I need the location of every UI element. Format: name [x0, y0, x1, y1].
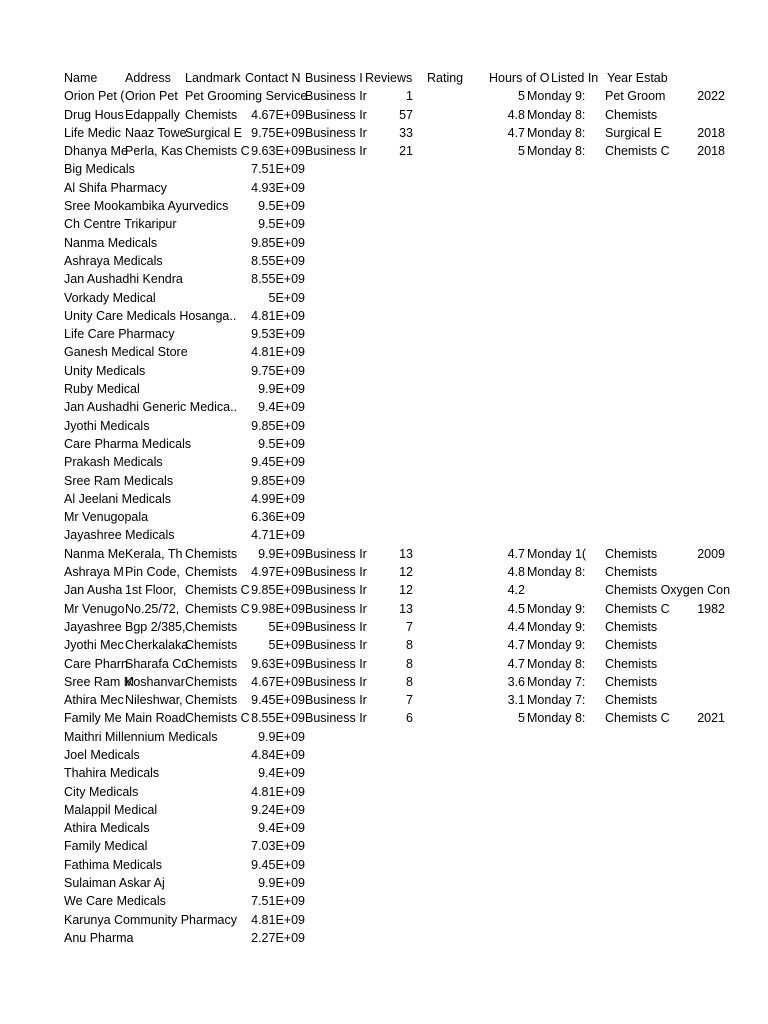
- landmark-cell[interactable]: Chemists C: [185, 601, 250, 616]
- listed-cell[interactable]: Chemists: [605, 656, 658, 671]
- reviews-cell[interactable]: 13: [399, 546, 413, 561]
- contact-cell[interactable]: 8.55E+09: [251, 711, 305, 726]
- contact-cell[interactable]: 7.03E+09: [251, 839, 305, 854]
- name-cell[interactable]: Mr Venugo: [64, 601, 125, 616]
- name-cell[interactable]: Prakash Medicals: [64, 455, 163, 470]
- name-cell[interactable]: Malappil Medical: [64, 802, 158, 817]
- contact-cell[interactable]: 9.63E+09: [251, 144, 305, 159]
- header-cell-reviews[interactable]: Reviews: [365, 71, 413, 85]
- contact-cell[interactable]: 5E+09: [268, 638, 305, 653]
- reviews-cell[interactable]: 7: [406, 693, 413, 708]
- hours-cell[interactable]: Monday 9:: [527, 638, 586, 653]
- year-cell[interactable]: [667, 106, 725, 124]
- reviews-cell[interactable]: 21: [399, 144, 413, 159]
- contact-cell[interactable]: 4.81E+09: [251, 308, 305, 323]
- address-cell[interactable]: Sharafa Co: [125, 656, 189, 671]
- year-cell[interactable]: [667, 563, 725, 581]
- reviews-cell[interactable]: 7: [406, 619, 413, 634]
- business-cell[interactable]: Business Ir: [305, 619, 367, 634]
- listed-cell[interactable]: Chemists C: [605, 144, 670, 159]
- business-cell[interactable]: Business Ir: [305, 565, 367, 580]
- contact-cell[interactable]: [245, 87, 305, 105]
- name-cell[interactable]: Ch Centre Trikaripur: [64, 217, 177, 232]
- name-cell[interactable]: Nanma Medicals: [64, 235, 158, 250]
- listed-cell[interactable]: Chemists: [605, 638, 658, 653]
- header-cell-listed[interactable]: Listed In: [551, 71, 599, 85]
- contact-cell[interactable]: 4.67E+09: [251, 107, 305, 122]
- contact-cell[interactable]: 9.75E+09: [251, 363, 305, 378]
- contact-cell[interactable]: 9.24E+09: [251, 802, 305, 817]
- contact-cell[interactable]: 9.9E+09: [258, 729, 305, 744]
- name-cell[interactable]: Sree Ram M: [64, 674, 135, 689]
- address-cell[interactable]: No.25/72,: [125, 601, 180, 616]
- hours-cell[interactable]: Monday 8:: [527, 107, 586, 122]
- year-cell[interactable]: 2009: [697, 546, 725, 561]
- contact-cell[interactable]: 9.63E+09: [251, 656, 305, 671]
- reviews-cell[interactable]: 8: [406, 656, 413, 671]
- reviews-cell[interactable]: 6: [406, 711, 413, 726]
- contact-cell[interactable]: 9.98E+09: [251, 601, 305, 616]
- name-cell[interactable]: Nanma Me: [64, 546, 126, 561]
- header-cell-business[interactable]: Business I: [305, 71, 363, 85]
- name-cell[interactable]: Big Medicals: [64, 162, 135, 177]
- rating-cell[interactable]: 5: [518, 144, 525, 159]
- hours-cell[interactable]: Monday 7:: [527, 693, 586, 708]
- contact-cell[interactable]: 4.97E+09: [251, 565, 305, 580]
- contact-cell[interactable]: 4.71E+09: [251, 528, 305, 543]
- header-cell-contact[interactable]: Contact N: [245, 71, 301, 85]
- business-cell[interactable]: Business Ir: [305, 144, 367, 159]
- landmark-cell[interactable]: Surgical E: [185, 125, 242, 140]
- hours-cell[interactable]: Monday 8:: [527, 144, 586, 159]
- name-cell[interactable]: Unity Care Medicals Hosanga..: [64, 308, 237, 323]
- contact-cell[interactable]: 9.5E+09: [258, 217, 305, 232]
- business-cell[interactable]: Business Ir: [305, 107, 367, 122]
- contact-cell[interactable]: 7.51E+09: [251, 162, 305, 177]
- business-cell[interactable]: Business Ir: [305, 711, 367, 726]
- landmark-cell[interactable]: Chemists: [185, 656, 238, 671]
- address-cell[interactable]: Edappally: [125, 107, 180, 122]
- contact-cell[interactable]: 2.27E+09: [251, 930, 305, 945]
- contact-cell[interactable]: 4.81E+09: [251, 345, 305, 360]
- contact-cell[interactable]: 5E+09: [268, 619, 305, 634]
- contact-cell[interactable]: 9.85E+09: [251, 473, 305, 488]
- business-cell[interactable]: Business Ir: [305, 89, 367, 104]
- address-cell[interactable]: Cherkalaka: [125, 638, 189, 653]
- rating-cell[interactable]: 3.1: [507, 693, 525, 708]
- name-cell[interactable]: Al Shifa Pharmacy: [64, 180, 167, 195]
- year-cell[interactable]: 2018: [697, 144, 725, 159]
- contact-cell[interactable]: 9.9E+09: [258, 546, 305, 561]
- rating-cell[interactable]: 4.7: [507, 638, 525, 653]
- name-cell[interactable]: Care Pharma Medicals: [64, 436, 192, 451]
- contact-cell[interactable]: 9.75E+09: [251, 125, 305, 140]
- name-cell[interactable]: Mr Venugopala: [64, 510, 149, 525]
- reviews-cell[interactable]: 8: [406, 638, 413, 653]
- reviews-cell[interactable]: 33: [399, 125, 413, 140]
- address-cell[interactable]: Koshanvar: [125, 674, 185, 689]
- year-cell[interactable]: [667, 618, 725, 636]
- hours-cell[interactable]: Monday 8:: [527, 125, 586, 140]
- listed-cell[interactable]: Chemists: [605, 565, 658, 580]
- contact-cell[interactable]: 4.99E+09: [251, 491, 305, 506]
- name-cell[interactable]: Orion Pet (: [64, 89, 125, 104]
- landmark-cell[interactable]: Chemists: [185, 107, 238, 122]
- contact-cell[interactable]: 9.4E+09: [258, 400, 305, 415]
- contact-cell[interactable]: 4.81E+09: [251, 912, 305, 927]
- name-cell[interactable]: Life Medic: [64, 125, 121, 140]
- name-cell[interactable]: Family Me: [64, 711, 122, 726]
- name-cell[interactable]: Maithri Millennium Medicals: [64, 729, 218, 744]
- rating-cell[interactable]: 4.2: [507, 583, 525, 598]
- contact-cell[interactable]: 9.85E+09: [251, 418, 305, 433]
- rating-cell[interactable]: 4.5: [507, 601, 525, 616]
- hours-cell[interactable]: Monday 8:: [527, 565, 586, 580]
- hours-cell[interactable]: Monday 1(: [527, 546, 587, 561]
- name-cell[interactable]: City Medicals: [64, 784, 139, 799]
- hours-cell[interactable]: Monday 9:: [527, 89, 586, 104]
- contact-cell[interactable]: 6.36E+09: [251, 510, 305, 525]
- year-cell[interactable]: [667, 655, 725, 673]
- address-cell[interactable]: Pin Code,: [125, 565, 180, 580]
- year-cell[interactable]: [667, 691, 725, 709]
- hours-cell[interactable]: Monday 8:: [527, 656, 586, 671]
- contact-cell[interactable]: 4.67E+09: [251, 674, 305, 689]
- reviews-cell[interactable]: 13: [399, 601, 413, 616]
- name-cell[interactable]: Fathima Medicals: [64, 857, 162, 872]
- name-cell[interactable]: Jan Aushadhi Generic Medica..: [64, 400, 238, 415]
- contact-cell[interactable]: 8.55E+09: [251, 272, 305, 287]
- address-cell[interactable]: Naaz Towe: [125, 125, 187, 140]
- rating-cell[interactable]: 4.7: [507, 656, 525, 671]
- business-cell[interactable]: Business Ir: [305, 656, 367, 671]
- address-cell[interactable]: Bgp 2/385,: [125, 619, 186, 634]
- business-cell[interactable]: Business Ir: [305, 546, 367, 561]
- contact-cell[interactable]: 9.45E+09: [251, 693, 305, 708]
- listed-cell[interactable]: Chemists: [605, 674, 658, 689]
- name-cell[interactable]: Joel Medicals: [64, 747, 140, 762]
- hours-cell[interactable]: Monday 8:: [527, 711, 586, 726]
- reviews-cell[interactable]: 12: [399, 583, 413, 598]
- business-cell[interactable]: Business Ir: [305, 674, 367, 689]
- business-cell[interactable]: Business Ir: [305, 638, 367, 653]
- name-cell[interactable]: Sree Mookambika Ayurvedics: [64, 199, 229, 214]
- address-cell[interactable]: Kerala, Th: [125, 546, 183, 561]
- name-cell[interactable]: Unity Medicals: [64, 363, 146, 378]
- hours-cell[interactable]: Monday 7:: [527, 674, 586, 689]
- rating-cell[interactable]: 4.8: [507, 107, 525, 122]
- address-cell[interactable]: Main Road: [125, 711, 186, 726]
- name-cell[interactable]: Sree Ram Medicals: [64, 473, 174, 488]
- reviews-cell[interactable]: 1: [406, 89, 413, 104]
- rating-cell[interactable]: 4.7: [507, 125, 525, 140]
- name-cell[interactable]: We Care Medicals: [64, 894, 166, 909]
- contact-cell[interactable]: 4.84E+09: [251, 747, 305, 762]
- address-cell[interactable]: Orion Pet: [125, 89, 178, 104]
- reviews-cell[interactable]: 57: [399, 107, 413, 122]
- year-cell[interactable]: 2021: [697, 711, 725, 726]
- name-cell[interactable]: Al Jeelani Medicals: [64, 491, 171, 506]
- contact-cell[interactable]: 9.9E+09: [258, 382, 305, 397]
- year-cell[interactable]: 1982: [697, 601, 725, 616]
- contact-cell[interactable]: 9.9E+09: [258, 876, 305, 891]
- name-cell[interactable]: Thahira Medicals: [64, 766, 160, 781]
- year-cell[interactable]: 2018: [697, 125, 725, 140]
- landmark-cell[interactable]: Chemists: [185, 674, 238, 689]
- landmark-cell[interactable]: Chemists C: [185, 583, 250, 598]
- contact-cell[interactable]: 4.93E+09: [251, 180, 305, 195]
- header-cell-rating[interactable]: Rating: [427, 71, 464, 85]
- name-cell[interactable]: Jayashree: [64, 619, 122, 634]
- name-cell[interactable]: Karunya Community Pharmacy: [64, 912, 237, 927]
- listed-cell[interactable]: Chemists: [605, 107, 658, 122]
- name-cell[interactable]: Drug Hous: [64, 107, 124, 122]
- landmark-cell[interactable]: Chemists C: [185, 711, 250, 726]
- business-cell[interactable]: Business Ir: [305, 125, 367, 140]
- name-cell[interactable]: Sulaiman Askar Aj: [64, 876, 165, 891]
- landmark-cell[interactable]: Chemists: [185, 565, 238, 580]
- name-cell[interactable]: Vorkady Medical: [64, 290, 156, 305]
- contact-cell[interactable]: 4.81E+09: [251, 784, 305, 799]
- reviews-cell[interactable]: 8: [406, 674, 413, 689]
- business-cell[interactable]: Business Ir: [305, 693, 367, 708]
- name-cell[interactable]: Family Medical: [64, 839, 148, 854]
- name-cell[interactable]: Jayashree Medicals: [64, 528, 175, 543]
- landmark-cell[interactable]: Chemists: [185, 619, 238, 634]
- contact-cell[interactable]: 9.5E+09: [258, 199, 305, 214]
- hours-cell[interactable]: [527, 581, 605, 599]
- rating-cell[interactable]: 4.7: [507, 546, 525, 561]
- name-cell[interactable]: Life Care Pharmacy: [64, 327, 175, 342]
- address-cell[interactable]: 1st Floor,: [125, 583, 177, 598]
- rating-cell[interactable]: 4.4: [507, 619, 525, 634]
- listed-cell[interactable]: Chemists: [605, 546, 658, 561]
- name-cell[interactable]: Athira Medicals: [64, 821, 150, 836]
- name-cell[interactable]: Jyothi Mec: [64, 638, 124, 653]
- listed-cell[interactable]: Chemists Oxygen Con: [605, 583, 731, 598]
- landmark-cell[interactable]: Chemists: [185, 638, 238, 653]
- listed-cell[interactable]: Pet Groom: [605, 89, 666, 104]
- landmark-cell[interactable]: Chemists: [185, 546, 238, 561]
- contact-cell[interactable]: 9.85E+09: [251, 583, 305, 598]
- address-cell[interactable]: Perla, Kas: [125, 144, 183, 159]
- listed-cell[interactable]: Chemists C: [605, 601, 670, 616]
- contact-cell[interactable]: 9.53E+09: [251, 327, 305, 342]
- year-cell[interactable]: [667, 581, 725, 599]
- year-cell[interactable]: 2022: [697, 89, 725, 104]
- name-cell[interactable]: Jyothi Medicals: [64, 418, 150, 433]
- listed-cell[interactable]: Chemists: [605, 693, 658, 708]
- contact-cell[interactable]: 9.45E+09: [251, 455, 305, 470]
- hours-cell[interactable]: Monday 9:: [527, 601, 586, 616]
- year-cell[interactable]: [667, 636, 725, 654]
- contact-cell[interactable]: 9.85E+09: [251, 235, 305, 250]
- name-cell[interactable]: Jan Ausha: [64, 583, 123, 598]
- header-cell-address[interactable]: Address: [125, 71, 171, 85]
- landmark-cell[interactable]: Chemists: [185, 693, 238, 708]
- header-cell-landmark[interactable]: Landmark: [185, 71, 241, 85]
- header-cell-year[interactable]: Year Estab: [607, 71, 668, 85]
- rating-cell[interactable]: 5: [518, 711, 525, 726]
- listed-cell[interactable]: Chemists C: [605, 711, 670, 726]
- name-cell[interactable]: Athira Mec: [64, 693, 124, 708]
- address-cell[interactable]: Nileshwar,: [125, 693, 183, 708]
- contact-cell[interactable]: 9.4E+09: [258, 821, 305, 836]
- name-cell[interactable]: Dhanya Me: [64, 144, 128, 159]
- business-cell[interactable]: Business Ir: [305, 583, 367, 598]
- name-cell[interactable]: Ashraya Medicals: [64, 253, 163, 268]
- landmark-cell[interactable]: Pet Grooming Service: [185, 89, 308, 104]
- business-cell[interactable]: Business Ir: [305, 601, 367, 616]
- contact-cell[interactable]: 9.5E+09: [258, 436, 305, 451]
- rating-cell[interactable]: 3.6: [507, 674, 525, 689]
- name-cell[interactable]: Ashraya M: [64, 565, 124, 580]
- reviews-cell[interactable]: 12: [399, 565, 413, 580]
- name-cell[interactable]: Care Pharn: [64, 656, 128, 671]
- contact-cell[interactable]: 8.55E+09: [251, 253, 305, 268]
- contact-cell[interactable]: 7.51E+09: [251, 894, 305, 909]
- contact-cell[interactable]: 9.4E+09: [258, 766, 305, 781]
- rating-cell[interactable]: 4.8: [507, 565, 525, 580]
- listed-cell[interactable]: Surgical E: [605, 125, 662, 140]
- name-cell[interactable]: Ruby Medical: [64, 382, 140, 397]
- header-cell-hours[interactable]: Hours of O: [489, 71, 550, 85]
- name-cell[interactable]: Jan Aushadhi Kendra: [64, 272, 183, 287]
- listed-cell[interactable]: Chemists: [605, 619, 658, 634]
- header-cell-name[interactable]: Name: [64, 71, 98, 85]
- contact-cell[interactable]: 9.45E+09: [251, 857, 305, 872]
- contact-cell[interactable]: 5E+09: [268, 290, 305, 305]
- rating-cell[interactable]: 5: [518, 89, 525, 104]
- name-cell[interactable]: Ganesh Medical Store: [64, 345, 188, 360]
- year-cell[interactable]: [667, 673, 725, 691]
- landmark-cell[interactable]: Chemists C: [185, 144, 250, 159]
- hours-cell[interactable]: Monday 9:: [527, 619, 586, 634]
- name-cell[interactable]: Anu Pharma: [64, 930, 134, 945]
